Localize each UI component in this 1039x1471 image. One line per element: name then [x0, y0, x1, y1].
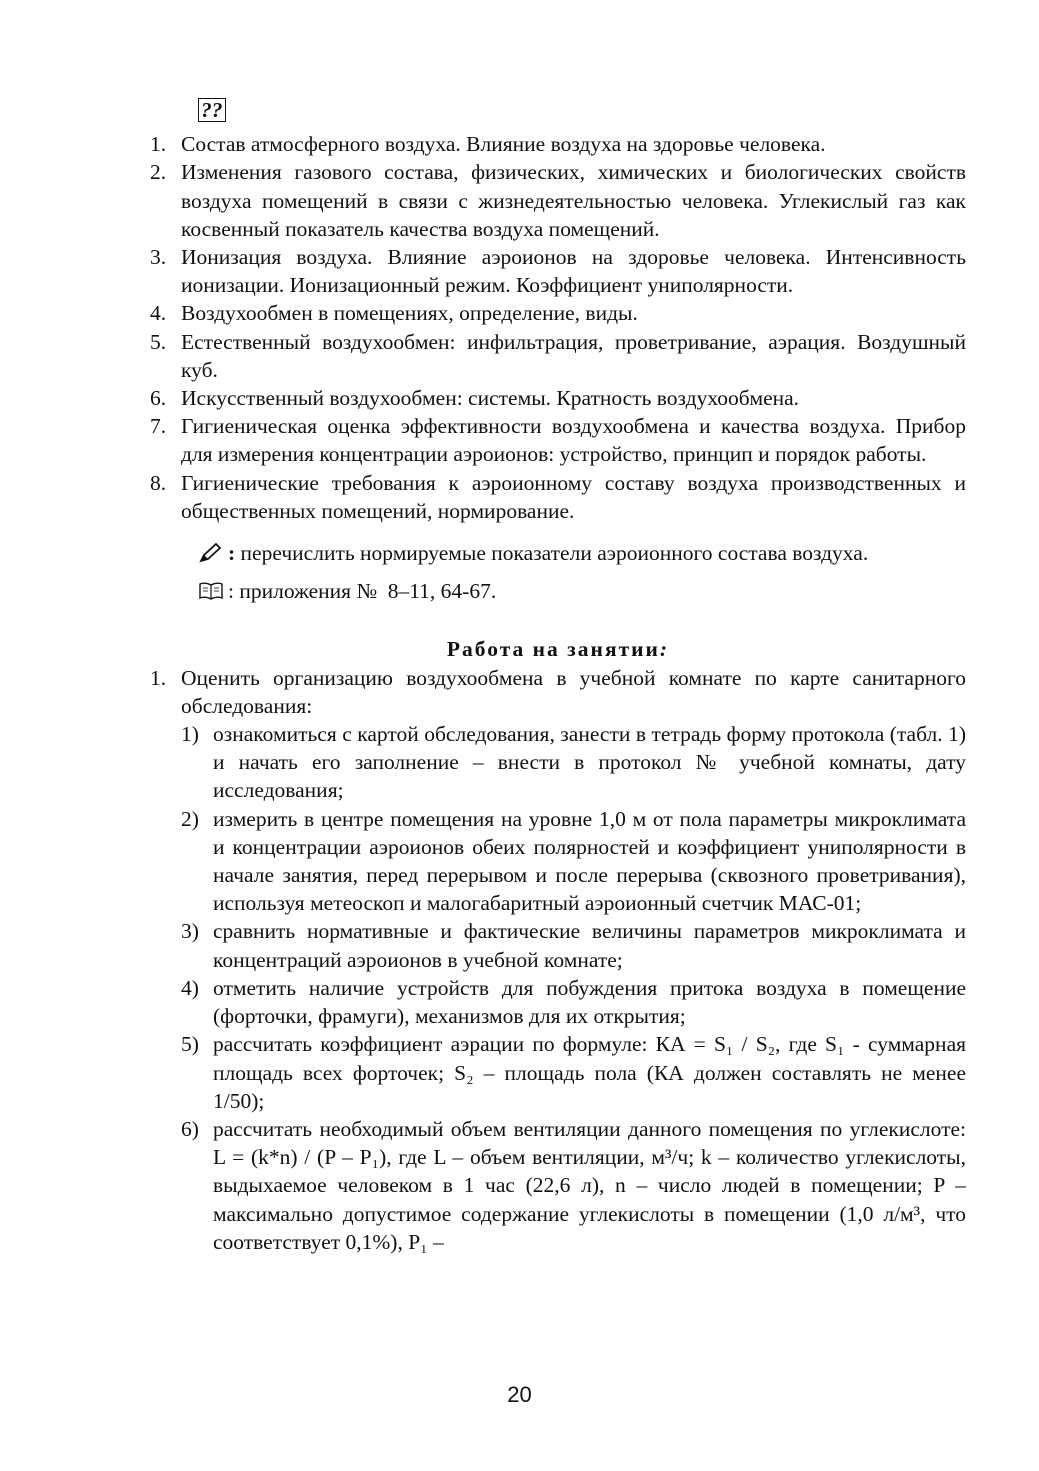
section-title-colon: : [659, 637, 670, 662]
step-item [181, 974, 966, 1030]
step-item [181, 1030, 966, 1115]
list-item [150, 299, 966, 327]
item-number: 3. [150, 245, 167, 270]
step-item [181, 805, 966, 918]
step-number: 5) [181, 1032, 199, 1057]
item-number: 8. [150, 470, 167, 495]
step-text: рассчитать необходимый объем вентиляции данного помещения по углекислоте: L = (k*n) / (P – P₁), где L – объем вентиляции, м³/ч; k – количество углекислоты, выдыхаемое человеком в 1 час (22,6 л), n – число людей в помещении; P – максимально допустимое содержание углекислоты в помещении (1,0 л/м³, что соответствует 0,1%), P₁ – [213, 1116, 966, 1254]
item-number: 5. [150, 329, 167, 354]
step-text: измерить в центре помещения на уровне 1,0 м от пола параметры микроклимата и концентрации аэроионов обеих полярностей и коэффициент униполярности в начале занятия, перед перерывом и после перерыва (сквозного проветривания), используя метеоскоп и малогабаритный аэроионный счетчик МАС-01; [213, 806, 966, 916]
item-text: Гигиенические требования к аэроионному составу воздуха производственных и общественных помещений, нормирование. [181, 470, 966, 523]
step-text: отметить наличие устройств для побуждения притока воздуха в помещение (форточки, фрамуги), механизмов для их открытия; [213, 975, 966, 1029]
item-text: Воздухообмен в помещениях, определение, виды. [181, 301, 638, 326]
item-text: Изменения газового состава, физических, химических и биологических свойств воздуха помещений в связи с жизнедеятельностью человека. Углекислый газ как косвенный показатель качества воздуха помещений. [181, 160, 966, 241]
item-number: 2. [150, 160, 167, 185]
book-note [198, 577, 966, 605]
item-number: 1. [150, 132, 167, 157]
step-number: 1) [181, 722, 199, 747]
step-number: 4) [181, 975, 199, 1000]
list-item [150, 243, 966, 299]
book-note-text: : приложения № 8–11, 64-67. [228, 579, 497, 604]
item-text: Состав атмосферного воздуха. Влияние воздуха на здоровье человека. [181, 132, 826, 157]
item-text: Ионизация воздуха. Влияние аэроионов на здоровье человека. Интенсивность ионизации. Ионизационный режим. Коэффициент униполярности. [181, 245, 966, 298]
section-title-text: Работа на занятии [446, 637, 660, 662]
write-note-text: перечислить нормируемые показатели аэроионного состава воздуха. [235, 541, 869, 566]
item-text: Естественный воздухообмен: инфильтрация, проветривание, аэрация. Воздушный куб. [181, 329, 966, 382]
item-number: 4. [150, 301, 167, 326]
step-item [181, 720, 966, 805]
book-icon [198, 580, 224, 602]
page-content [150, 96, 966, 1277]
task-number: 1. [150, 665, 167, 690]
step-number: 3) [181, 919, 199, 944]
step-item [181, 917, 966, 973]
list-item [150, 412, 966, 468]
steps-list [181, 720, 966, 1256]
write-note [198, 539, 966, 567]
step-text: рассчитать коэффициент аэрации по формуле: КА = S₁ / S₂, где S₁ - суммарная площадь всех форточек; S₂ – площадь пола (КА должен составлять не менее 1/50); [213, 1032, 966, 1113]
page-number: 20 [507, 1382, 532, 1407]
questions-list [150, 130, 966, 525]
list-item [150, 469, 966, 525]
step-text: сравнить нормативные и фактические величины параметров микроклимата и концентраций аэроионов в учебной комнате; [213, 919, 966, 972]
pencil-icon [198, 542, 224, 564]
task-text: Оценить организацию воздухообмена в учебной комнате по карте санитарного обследования: [181, 665, 966, 718]
list-item [150, 384, 966, 412]
section-title [150, 635, 966, 663]
item-text: Искусственный воздухообмен: системы. Кратность воздухообмена. [181, 386, 800, 411]
task-item [150, 664, 966, 720]
question-mark-icon: ?? [198, 98, 226, 122]
list-item [150, 328, 966, 384]
write-note-label: : [228, 541, 236, 566]
step-number: 6) [181, 1116, 199, 1141]
item-number: 7. [150, 414, 167, 439]
step-item [181, 1115, 966, 1256]
list-item [150, 158, 966, 243]
item-text: Гигиеническая оценка эффективности воздухообмена и качества воздуха. Прибор для измерения концентрации аэроионов: устройство, принцип и порядок работы. [181, 414, 966, 467]
header-row [150, 96, 966, 124]
item-number: 6. [150, 386, 167, 411]
list-item [150, 130, 966, 158]
step-text: ознакомиться с картой обследования, занести в тетрадь форму протокола (табл. 1) и начать его заполнение – внести в протокол № учебной комнаты, дату исследования; [213, 722, 966, 803]
step-number: 2) [181, 806, 199, 831]
